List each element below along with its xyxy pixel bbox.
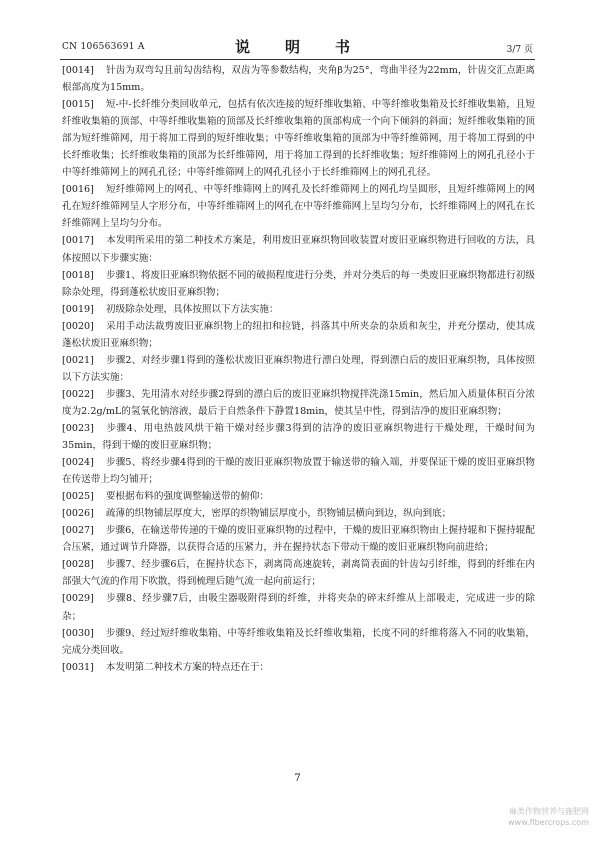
paragraph (62, 659, 535, 676)
paragraph-number: [0025] (62, 491, 94, 503)
document-body (62, 62, 535, 676)
paragraph-text: 步骤8、经步骤7后，由吸尘器吸附得到的纤维，并将夹杂的碎末纤维从上部吸走，完成进一步的除杂； (62, 593, 535, 622)
paragraph-text: 步骤9、经过短纤维收集箱、中等纤维收集箱及长纤维收集箱，长度不同的纤维将落入不同的收集箱，完成分类回收。 (62, 627, 535, 656)
paragraph-text: 步骤2、对经步骤1得到的蓬松状废旧亚麻织物进行漂白处理，得到漂白后的废旧亚麻织物，具体按照以下方法实施： (62, 354, 535, 383)
paragraph (62, 96, 535, 181)
paragraph (62, 232, 535, 266)
paragraph-text: 步骤1、将废旧亚麻织物依据不同的破损程度进行分类，并对分类后的每一类废旧亚麻织物都进行初级除杂处理，得到蓬松状废旧亚麻织物； (62, 269, 535, 298)
paragraph (62, 386, 535, 420)
paragraph-number: [0028] (62, 559, 94, 571)
paragraph (62, 454, 535, 488)
paragraph-number: [0027] (62, 525, 94, 537)
paragraph-number: [0014] (62, 65, 94, 76)
paragraph-number: [0024] (62, 457, 94, 469)
paragraph-text: 步骤7、经步骤6后，在握持状态下，剥离筒高速旋转，剥离筒表面的针齿勾引纤维，得到的纤维在内部强大气流的作用下吹散，得到梳理后随气流一起向前运行； (62, 559, 535, 588)
paragraph-number: [0026] (62, 508, 94, 520)
page-number: 7 (294, 773, 301, 784)
paragraph-text: 初级除杂处理，具体按照以下方法实施： (105, 303, 279, 315)
paragraph-text: 步骤4、用电热鼓风烘干箱干燥对经步骤3得到的洁净的废旧亚麻织物进行干燥处理，干燥时间为35min，得到干燥的废旧亚麻织物； (62, 422, 535, 452)
paragraph (62, 267, 535, 301)
header-rule (60, 59, 535, 60)
paragraph-number: [0016] (62, 184, 94, 196)
paragraph (62, 625, 535, 659)
watermark-site-name: 麻类作物营养与施肥网 (509, 807, 589, 816)
paragraph-number: [0030] (62, 627, 94, 639)
page-header (62, 34, 533, 56)
paragraph (62, 352, 535, 386)
paragraph (62, 488, 535, 505)
watermark-url: www.fibercrops.com (508, 818, 589, 827)
paragraph-text: 步骤3、先用清水对经步骤2得到的漂白后的废旧亚麻织物搅拌洗涤15min，然后加入质量体积百分浓度为2.2g/mL的氢氧化钠溶液，最后于自然条件下静置18min，使其呈中性，得到洁净的废旧亚麻织物； (62, 388, 535, 417)
paragraph (62, 590, 535, 624)
paragraph (62, 62, 535, 96)
paragraph (62, 505, 535, 522)
document-title: 说 明 书 (234, 38, 360, 56)
paragraph (62, 420, 535, 454)
watermark (508, 806, 589, 828)
paragraph-text: 本发明所采用的第二种技术方案是，利用废旧亚麻织物回收装置对废旧亚麻织物进行回收的方法，具体按照以下步骤实施： (62, 235, 535, 264)
patent-number: CN 106563691 A (62, 42, 145, 52)
paragraph (62, 318, 535, 352)
paragraph (62, 556, 535, 590)
paragraph-text: 短纤维筛网上的网孔、中等纤维筛网上的网孔及长纤维筛网上的网孔均呈圆形，且短纤维筛网上的网孔在短纤维筛网呈人字形分布，中等纤维筛网上的网孔在中等纤维筛网上呈均匀分布，长纤维筛网上的网孔在长纤维筛网上呈均匀分布。 (62, 184, 535, 230)
paragraph-number: [0015] (62, 99, 94, 111)
paragraph-text: 采用手动法裁剪废旧亚麻织物上的纽扣和拉链，抖落其中所夹杂的杂质和灰尘，并充分摆动，使其成蓬松状废旧亚麻织物； (62, 320, 535, 349)
paragraph (62, 181, 535, 232)
paragraph-text: 步骤5、将经步骤4得到的干燥的废旧亚麻织物放置于输送带的输入端，并要保证干燥的废旧亚麻织物在传送带上均匀铺开； (62, 457, 535, 486)
page-indicator: 3/7 页 (506, 45, 533, 55)
paragraph-number: [0023] (62, 422, 94, 434)
paragraph-number: [0020] (62, 320, 94, 332)
paragraph-number: [0031] (62, 661, 94, 673)
paragraph-text: 针齿为双弯勾且前勾齿结构，双齿为等参数结构，夹角β为25°，弯曲半径为22mm，针齿交汇点距离根部高度为15mm。 (62, 65, 535, 94)
paragraph-number: [0019] (62, 303, 94, 315)
paragraph-number: [0021] (62, 354, 94, 366)
paragraph (62, 522, 535, 556)
paragraph-text: 要根据布料的强度调整输送带的俯仰： (105, 491, 269, 503)
paragraph-text: 疏薄的织物铺层厚度大，密厚的织物铺层厚度小，织物铺层横向到边，纵向到底； (105, 508, 452, 520)
paragraph-number: [0017] (62, 235, 94, 247)
paragraph-number: [0029] (62, 593, 94, 605)
paragraph-text: 本发明第二种技术方案的特点还在于： (105, 661, 269, 673)
paragraph-text: 步骤6，在输送带传递的干燥的废旧亚麻织物的过程中，干燥的废旧亚麻织物由上握持辊和下握持辊配合压紧，通过调节升降器，以获得合适的压紧力，并在握持状态下带动干燥的废旧亚麻织物向前进给； (62, 525, 535, 554)
paragraph-text: 短-中-长纤维分类回收单元，包括有依次连接的短纤维收集箱、中等纤维收集箱及长纤维收集箱，且短纤维收集箱的顶部、中等纤维收集箱的顶部及长纤维收集箱的顶部构成一个向下倾斜的斜面；短纤维收集箱的顶部为短纤维筛网，用于将加工得到的短纤维收集；中等纤维收集箱的顶部为中等纤维筛网，用于将加工得到的中长纤维收集；长纤维收集箱的顶部为长纤维筛网，用于将加工得到的长纤维收集；短纤维筛网上的网孔孔径小于中等纤维筛网上的网孔孔径；中等纤维筛网上的网孔孔径小于长纤维筛网上的网孔孔径。 (62, 99, 535, 179)
paragraph-number: [0018] (62, 269, 94, 281)
paragraph (62, 301, 535, 318)
paragraph-number: [0022] (62, 388, 94, 400)
